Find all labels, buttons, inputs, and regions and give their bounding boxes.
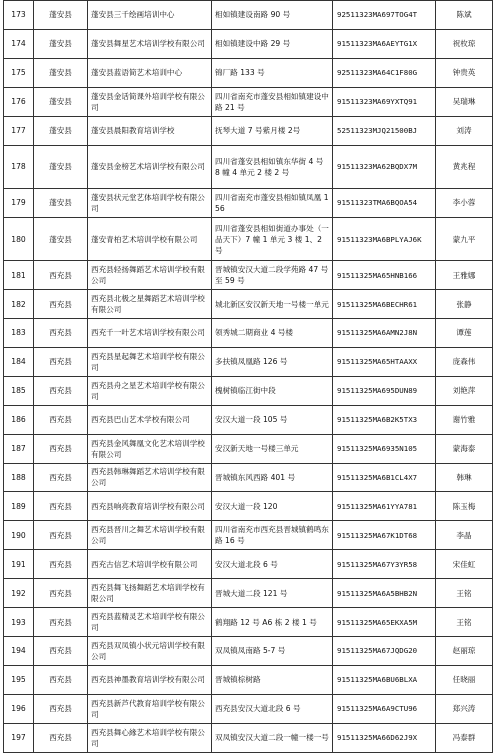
credit-code-cell: 91511325MA6BU6BLXA [333, 665, 436, 694]
legal-person-cell: 蒙海泰 [436, 434, 493, 463]
table-row [4, 376, 493, 405]
address-cell: 锦厂路 133 号 [212, 58, 333, 87]
institution-name-cell: 西充县神墨教育培训学校有限公司 [88, 665, 212, 694]
institution-name-cell: 西充县晋川之舞艺术培训学校有限公司 [88, 521, 212, 550]
table-row [4, 550, 493, 579]
address-cell: 四川省南充市西充县晋城镇鹤鸣东路 16 号 [212, 521, 333, 550]
county-cell: 蓬安县 [34, 29, 88, 58]
row-number: 178 [4, 145, 34, 188]
address-cell: 四川省南充市蓬安县相如镇建设中路 21 号 [212, 87, 333, 116]
row-number: 177 [4, 116, 34, 145]
credit-code-cell: 91511325MA6935N105 [333, 434, 436, 463]
legal-person-cell: 钟贵英 [436, 58, 493, 87]
address-cell: 多扶镇凤凰路 126 号 [212, 347, 333, 376]
table-row [4, 492, 493, 521]
county-cell: 蓬安县 [34, 58, 88, 87]
row-number: 197 [4, 723, 34, 752]
county-cell: 蓬安县 [34, 217, 88, 260]
row-number: 180 [4, 217, 34, 260]
row-number: 190 [4, 521, 34, 550]
row-number: 184 [4, 347, 34, 376]
credit-code-cell: 91511323MA6BPLYAJ6K [333, 217, 436, 260]
legal-person-cell: 陈斌 [436, 1, 493, 30]
table-row [4, 434, 493, 463]
row-number: 188 [4, 463, 34, 492]
table-row [4, 665, 493, 694]
legal-person-cell: 张静 [436, 290, 493, 319]
table-row [4, 579, 493, 608]
legal-person-cell: 王雅娜 [436, 261, 493, 290]
row-number: 179 [4, 188, 34, 217]
credit-code-cell: 92511323MA697TOG4T [333, 1, 436, 30]
institution-name-cell: 西充县星起舞艺术培训学校有限公司 [88, 347, 212, 376]
row-number: 194 [4, 636, 34, 665]
legal-person-cell: 蒙九平 [436, 217, 493, 260]
legal-person-cell: 王铭 [436, 579, 493, 608]
county-cell: 西充县 [34, 665, 88, 694]
address-cell: 相如镇建设中路 29 号 [212, 29, 333, 58]
county-cell: 西充县 [34, 405, 88, 434]
row-number: 191 [4, 550, 34, 579]
row-number: 187 [4, 434, 34, 463]
address-cell: 安汉新天地一号楼三单元 [212, 434, 333, 463]
legal-person-cell: 庞森伟 [436, 347, 493, 376]
legal-person-cell: 吴瑞琳 [436, 87, 493, 116]
address-cell: 四川省南充市蓬安县相如镇凤凰 156 [212, 188, 333, 217]
county-cell: 西充县 [34, 290, 88, 319]
county-cell: 西充县 [34, 261, 88, 290]
credit-code-cell: 91511325MA67JQDG20 [333, 636, 436, 665]
address-cell: 晋城大道二段 121 号 [212, 579, 333, 608]
institution-name-cell: 蓬安县金话简课外培训学校有限公司 [88, 87, 212, 116]
table-row [4, 87, 493, 116]
county-cell: 蓬安县 [34, 116, 88, 145]
credit-code-cell: 52511323MJQ21500BJ [333, 116, 436, 145]
row-number: 193 [4, 608, 34, 637]
credit-code-cell: 91511325MA65HTAAXX [333, 347, 436, 376]
institution-name-cell: 西充县金风舞凰文化艺术培训学校有限公司 [88, 434, 212, 463]
address-cell: 城北新区安汉新天地一号楼一单元 [212, 290, 333, 319]
table-row [4, 29, 493, 58]
institution-name-cell: 西充古信艺术培训学校有限公司 [88, 550, 212, 579]
legal-person-cell: 陈玉梅 [436, 492, 493, 521]
county-cell: 西充县 [34, 434, 88, 463]
table-row [4, 694, 493, 723]
address-cell: 晋城镇安汉大道二段学苑路 47 号至 59 号 [212, 261, 333, 290]
credit-code-cell: 91511325MA6A9CTU96 [333, 694, 436, 723]
credit-code-cell: 91511325MA67K1DT68 [333, 521, 436, 550]
registry-table [3, 0, 493, 753]
county-cell: 西充县 [34, 347, 88, 376]
credit-code-cell: 91511325MA61YYA781 [333, 492, 436, 521]
legal-person-cell: 黄兆程 [436, 145, 493, 188]
legal-person-cell: 郑兴涛 [436, 694, 493, 723]
row-number: 196 [4, 694, 34, 723]
county-cell: 蓬安县 [34, 188, 88, 217]
legal-person-cell: 谢竹雅 [436, 405, 493, 434]
credit-code-cell: 91511325MA6B2K5TX3 [333, 405, 436, 434]
county-cell: 西充县 [34, 608, 88, 637]
address-cell: 槐树镇临江街中段 [212, 376, 333, 405]
row-number: 189 [4, 492, 34, 521]
county-cell: 西充县 [34, 636, 88, 665]
credit-code-cell: 91511323MA62BQDX7M [333, 145, 436, 188]
credit-code-cell: 91511323MA6AEYTG1X [333, 29, 436, 58]
row-number: 185 [4, 376, 34, 405]
legal-person-cell: 宋佳虹 [436, 550, 493, 579]
table-row [4, 319, 493, 348]
institution-name-cell: 蓬安县三千绘画培训中心 [88, 1, 212, 30]
table-row [4, 116, 493, 145]
credit-code-cell: 91511325MA695DUN89 [333, 376, 436, 405]
institution-name-cell: 蓬安县金榜艺术培训学校有限公司 [88, 145, 212, 188]
address-cell: 双凤镇安汉大道二段一幢一楼一号 [212, 723, 333, 752]
row-number: 195 [4, 665, 34, 694]
address-cell: 四川省蓬安县相如镇东华街 4 号 8 幢 4 单元 2 楼 2 号 [212, 145, 333, 188]
county-cell: 西充县 [34, 376, 88, 405]
address-cell: 安汉大道一段 105 号 [212, 405, 333, 434]
row-number: 176 [4, 87, 34, 116]
institution-name-cell: 西充县响亮教育培训学校有限公司 [88, 492, 212, 521]
address-cell: 安汉大道北段 6 号 [212, 550, 333, 579]
institution-name-cell: 西充县北极之星舞蹈艺术培训学校有限公司 [88, 290, 212, 319]
county-cell: 西充县 [34, 492, 88, 521]
address-cell: 晋城镇东风西路 401 号 [212, 463, 333, 492]
county-cell: 西充县 [34, 319, 88, 348]
table-row [4, 636, 493, 665]
institution-name-cell: 蓬安县蓝语简艺术培训中心 [88, 58, 212, 87]
address-cell: 抚琴大道 7 号紫月楼 2号 [212, 116, 333, 145]
table-row [4, 1, 493, 30]
institution-name-cell: 蓬安县舞星艺术培训学校有限公司 [88, 29, 212, 58]
county-cell: 蓬安县 [34, 87, 88, 116]
credit-code-cell: 91511323MA69YXTQ91 [333, 87, 436, 116]
institution-name-cell: 西充县舞心緣艺术培训学校有限公司 [88, 723, 212, 752]
county-cell: 西充县 [34, 579, 88, 608]
credit-code-cell: 91511325MA65HNB166 [333, 261, 436, 290]
institution-name-cell: 西充县双凤镇小状元培训学校有限公司 [88, 636, 212, 665]
legal-person-cell: 任晓丽 [436, 665, 493, 694]
legal-person-cell: 李小蓉 [436, 188, 493, 217]
county-cell: 西充县 [34, 521, 88, 550]
address-cell: 西充县安汉大道北段 6 号 [212, 694, 333, 723]
county-cell: 西充县 [34, 463, 88, 492]
table-row [4, 347, 493, 376]
table-row [4, 261, 493, 290]
row-number: 192 [4, 579, 34, 608]
credit-code-cell: 91511325MA6BECHR61 [333, 290, 436, 319]
table-row [4, 521, 493, 550]
legal-person-cell: 祝枚琼 [436, 29, 493, 58]
legal-person-cell: 赵丽琼 [436, 636, 493, 665]
legal-person-cell: 刘艳萍 [436, 376, 493, 405]
institution-name-cell: 西充县轻扬舞蹈艺术培训学校有限公司 [88, 261, 212, 290]
county-cell: 西充县 [34, 723, 88, 752]
institution-name-cell: 西充县巴山艺术学校有限公司 [88, 405, 212, 434]
table-row [4, 723, 493, 752]
county-cell: 西充县 [34, 694, 88, 723]
row-number: 175 [4, 58, 34, 87]
table-body [4, 1, 493, 753]
address-cell: 相如镇建设南路 90 号 [212, 1, 333, 30]
table-row [4, 58, 493, 87]
credit-code-cell: 91511325MA66D62J9X [333, 723, 436, 752]
legal-person-cell: 谭莲 [436, 319, 493, 348]
table-row [4, 405, 493, 434]
institution-name-cell: 西充县新芦代教育培训学校有限公司 [88, 694, 212, 723]
row-number: 186 [4, 405, 34, 434]
row-number: 181 [4, 261, 34, 290]
row-number: 182 [4, 290, 34, 319]
credit-code-cell: 91511325MA6AMN2J8N [333, 319, 436, 348]
row-number: 174 [4, 29, 34, 58]
legal-person-cell: 李晶 [436, 521, 493, 550]
institution-name-cell: 西充县蓝精灵艺术培训学校有限公司 [88, 608, 212, 637]
credit-code-cell: 91511325MA67Y3YR58 [333, 550, 436, 579]
county-cell: 蓬安县 [34, 145, 88, 188]
address-cell: 安汉大道一段 120 [212, 492, 333, 521]
table-row [4, 188, 493, 217]
address-cell: 晋城镇棕树路 [212, 665, 333, 694]
institution-name-cell: 蓬安青柏艺术培训学校有限公司 [88, 217, 212, 260]
institution-name-cell: 西充县韩琳舞蹈艺术培训学校有限公司 [88, 463, 212, 492]
legal-person-cell: 韩琳 [436, 463, 493, 492]
table-row [4, 608, 493, 637]
row-number: 183 [4, 319, 34, 348]
credit-code-cell: 91511325MA65EKXA5M [333, 608, 436, 637]
institution-name-cell: 蓬安县晨阳教育培训学校 [88, 116, 212, 145]
institution-name-cell: 西充县舞飞扬舞蹈艺术培训学校有限公司 [88, 579, 212, 608]
credit-code-cell: 92511323MA64C1F80G [333, 58, 436, 87]
table-row [4, 463, 493, 492]
credit-code-cell: 91511325MA6B1CL4X7 [333, 463, 436, 492]
institution-name-cell: 西充千一叶艺术培训学校有限公司 [88, 319, 212, 348]
address-cell: 四川省蓬安县相如街道办事处（一品天下）7 幢 1 单元 3 楼 1、2 号 [212, 217, 333, 260]
table-row [4, 145, 493, 188]
row-number: 173 [4, 1, 34, 30]
table-row [4, 217, 493, 260]
institution-name-cell: 西充县舟之星艺术培训学校有限公司 [88, 376, 212, 405]
institution-name-cell: 蓬安县状元堂艺体培训学校有限公司 [88, 188, 212, 217]
county-cell: 西充县 [34, 550, 88, 579]
address-cell: 鹤翔路 12 号 A6 栋 2 楼 1 号 [212, 608, 333, 637]
address-cell: 双凤镇凤南路 5-7 号 [212, 636, 333, 665]
address-cell: 领秀城二期商业 4 号楼 [212, 319, 333, 348]
legal-person-cell: 冯泰群 [436, 723, 493, 752]
credit-code-cell: 91511325MA6A5BHB2N [333, 579, 436, 608]
legal-person-cell: 王铭 [436, 608, 493, 637]
credit-code-cell: 91511323TMA6BQOA54 [333, 188, 436, 217]
county-cell: 蓬安县 [34, 1, 88, 30]
table-row [4, 290, 493, 319]
legal-person-cell: 刘涛 [436, 116, 493, 145]
